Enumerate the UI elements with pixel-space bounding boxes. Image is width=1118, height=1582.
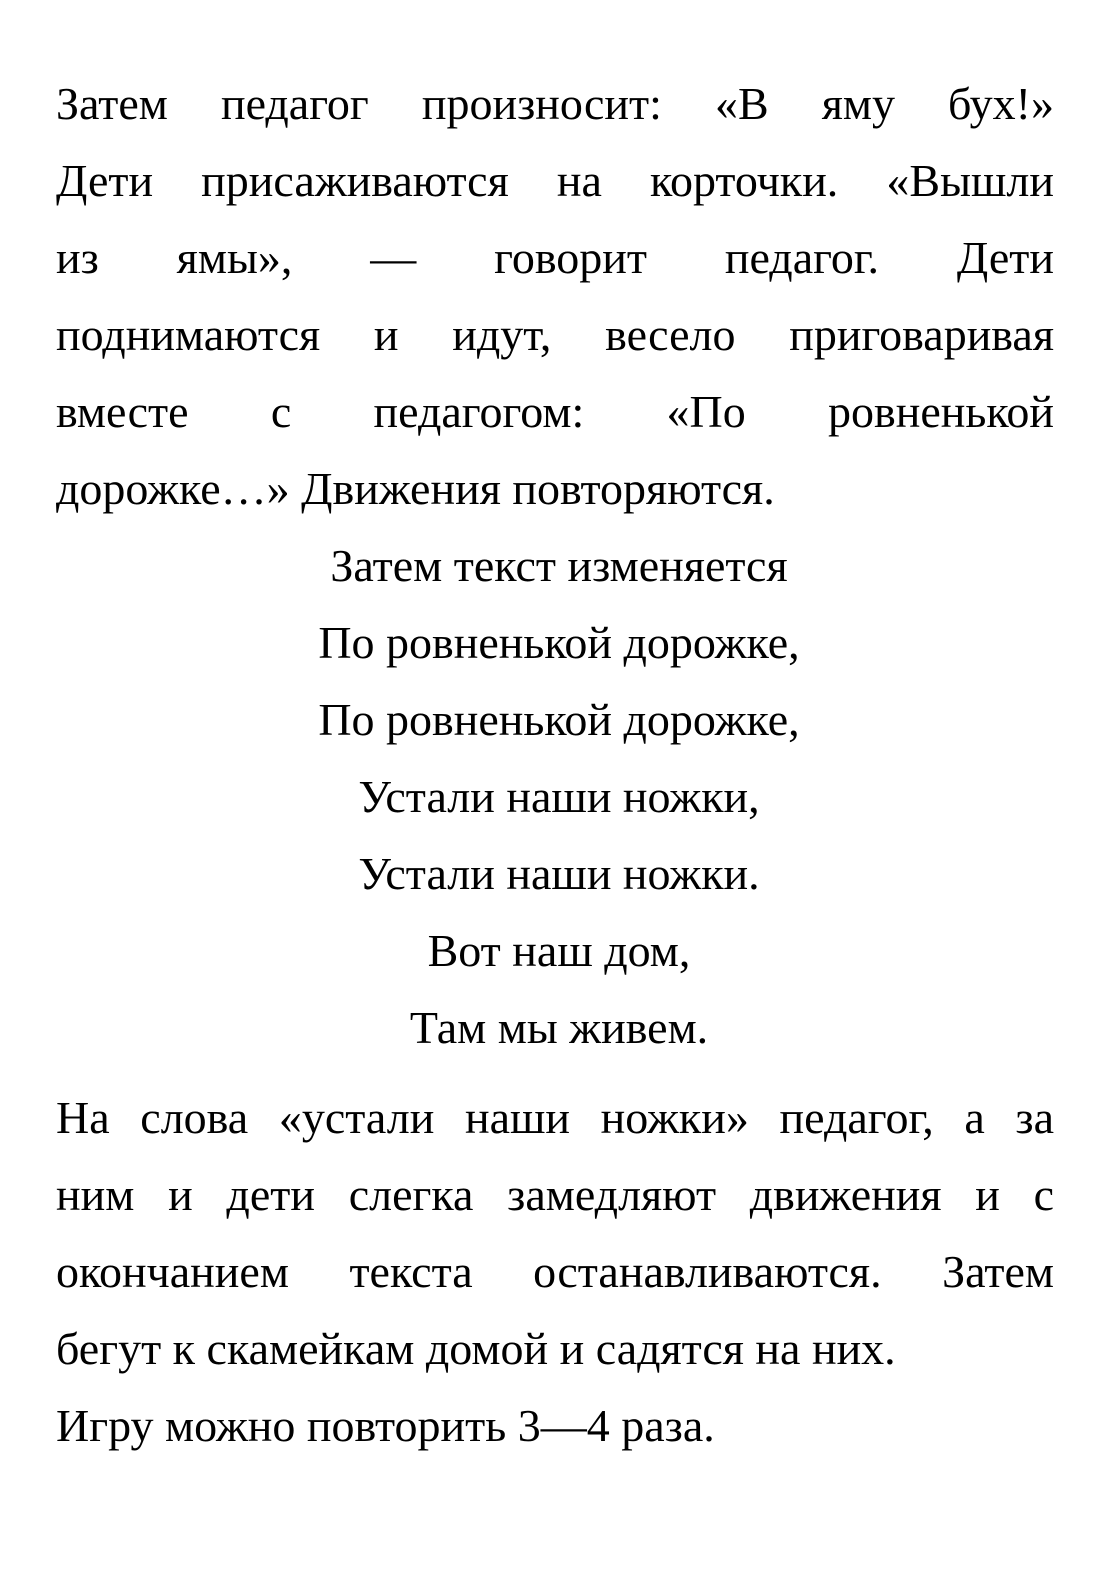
text-line: ним и дети слегка замедляют движения и с xyxy=(56,1169,1054,1220)
text-line: поднимаются и идут, весело приговаривая xyxy=(56,309,1054,360)
text-line: окончанием текста останавливаются. Затем xyxy=(56,1246,1054,1297)
poem-line: Устали наши ножки. xyxy=(358,848,760,899)
text-line: Дети присаживаются на корточки. «Вышли xyxy=(56,155,1054,206)
poem-line: По ровненькой дорожке, xyxy=(318,617,800,668)
text-line: Игру можно повторить 3—4 раза. xyxy=(56,1400,715,1451)
text-line: дорожке…» Движения повторяются. xyxy=(56,463,775,514)
text-line: вместе с педагогом: «По ровненькой xyxy=(56,386,1054,437)
poem-line: Устали наши ножки, xyxy=(358,771,760,822)
text-line: из ямы», — говорит педагог. Дети xyxy=(56,232,1054,283)
text-line: На слова «устали наши ножки» педагог, а за xyxy=(56,1092,1054,1143)
poem-line: По ровненькой дорожке, xyxy=(318,694,800,745)
text-line: бегут к скамейкам домой и садятся на них. xyxy=(56,1323,896,1374)
poem-line: Там мы живем. xyxy=(409,1002,709,1053)
poem-line: Вот наш дом, xyxy=(427,925,691,976)
text-line: Затем педагог произносит: «В яму бух!» xyxy=(56,78,1054,129)
poem-intro: Затем текст изменяется xyxy=(330,540,788,591)
